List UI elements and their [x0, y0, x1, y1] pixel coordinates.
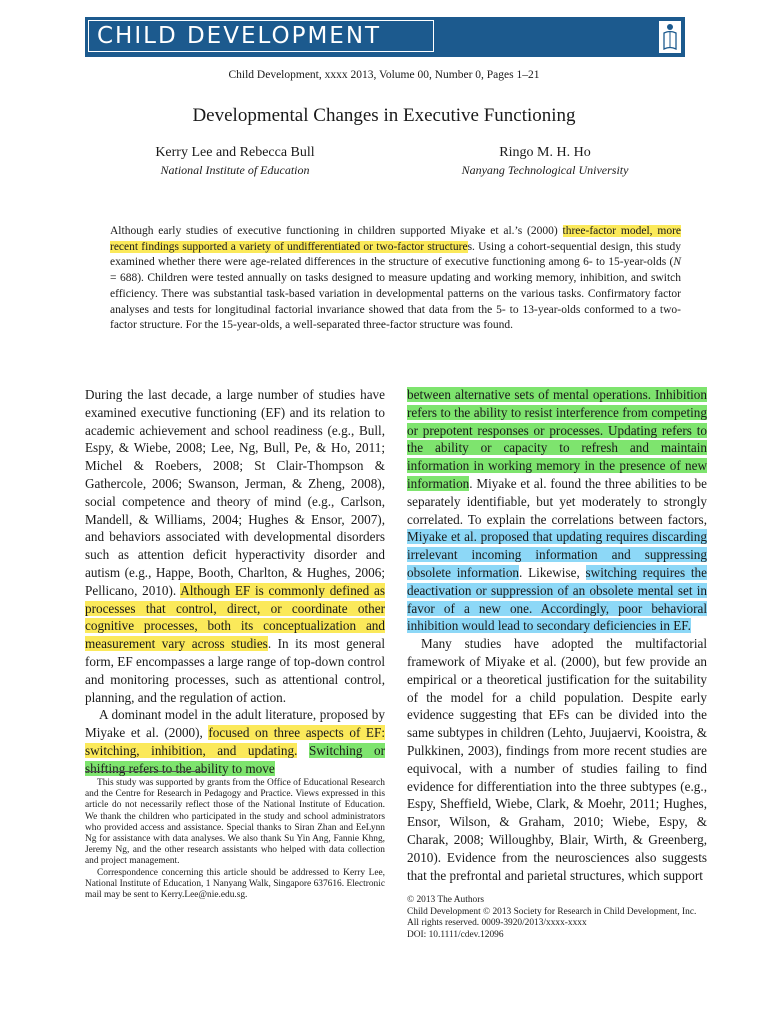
body-text: . In its most general form, EF encompasses a large range of top-down control and monitoring processes, such as attentional control, planning, and the regulation of action.: [85, 636, 385, 705]
abstract: [110, 224, 681, 334]
right-column: [407, 386, 707, 884]
copyright-line: All rights reserved. 0009-3920/2013/xxxx-xxxx: [407, 918, 587, 929]
body-text: . Likewise,: [519, 564, 586, 580]
body-text: A dominant model in the adult literature, proposed by Miyake et al. (2000),: [85, 707, 385, 741]
footnotes: [85, 778, 385, 901]
body-text: Many studies have adopted the multifactorial framework of Miyake et al. (2000), but few provide an empirical or a theoretical justification for the suitability of the model for a child population. Despite early evidence suggesting that EFs can be divided into the same subtypes in children (Lehto, Juujaervi, Kooistra, & Pulkkinen, 2003), findings from more recent studies are equivocal, with a number of studies failing to find evidence for differentiation into the three subtypes (e.g., Espy, Sheffield, Wiebe, Clark, & Moehr, 2011; Hughes, Ensor, Wilson, & Graham, 2010; Wiebe, Espy, & Charak, 2008; Willoughby, Blair, Wirth, & Greenberg, 2010). Evidence from the neurosciences also suggests that the prefrontal and parietal structures, which support: [407, 636, 707, 883]
highlight-yellow: three-factor model, more recent findings supported a variety of undifferentiated or two-factor structure: [110, 225, 681, 253]
copyright-line: © 2013 The Authors: [407, 895, 484, 905]
paragraph: [407, 635, 707, 884]
affiliation-1: National Institute of Education: [160, 163, 310, 177]
abstract-italic: N: [673, 256, 681, 269]
paragraph: [85, 386, 385, 706]
left-column: [85, 386, 385, 778]
running-head: Child Development, xxxx 2013, Volume 00, Number 0, Pages 1–21: [228, 69, 540, 81]
highlight-yellow: Although EF is commonly defined as processes that control, direct, or coordinate other cognitive processes, both its conceptualization and measurement vary across studies: [85, 582, 385, 652]
abstract-text: s. Using a cohort-sequential design, this study examined whether there were age-related differences in the structure of executive functioning among 6- to 15-year-olds (: [110, 240, 682, 269]
paragraph: [85, 706, 385, 777]
author-group-1: Kerry Lee and Rebecca Bull: [155, 145, 315, 160]
body-text: [297, 743, 309, 758]
abstract-text: = 688). Children were tested annually on tasks designed to measure updating and working memory, inhibition, and switch efficiency. There was substantial task-based variation in developmental patterns on the various tasks. Confirmatory factor analyses and tests for longitudinal factorial invariance showed that data from the 5- to 13-year-olds conformed to a two-factor structure. For the 15-year-olds, a well-separated three-factor structure was found.: [110, 272, 681, 332]
srcd-logo-icon: [659, 21, 681, 53]
highlight-yellow: focused on three aspects of EF: switching, inhibition, and updating.: [85, 725, 385, 758]
footnote-funding: This study was supported by grants from the Office of Educational Research and the Centre for Research in Pedagogy and Practice. Views expressed in this article do not necessarily reflect those of the National Institute of Education. We thank the children who participated in the study and school administrators who provided access and assistance. Special thanks to Siran Zhan and EeLynn Ng for assistance with data analyses. We also thank Su Yin Ang, Fannie Khng, Jeremy Ng, and the other research assistants who helped with data collection and project management.: [85, 778, 385, 867]
journal-banner: [85, 17, 685, 57]
copyright-line: Child Development © 2013 Society for Research in Child Development, Inc.: [407, 906, 697, 917]
highlight-blue: Miyake et al. proposed that updating requires discarding irrelevant incoming information and suppressing obsolete information: [407, 529, 707, 580]
author-group-2: Ringo M. H. Ho: [499, 145, 591, 160]
copyright-block: [407, 895, 717, 941]
body-text: . Miyake et al. found the three abilities to be separately identifiable, but yet moderately to strongly correlated. To explain the correlations between factors,: [407, 475, 707, 527]
body-text: During the last decade, a large number of studies have examined executive functioning (EF) and its relation to academic achievement and school readiness (e.g., Bull, Espy, & Wiebe, 2008; Lee, Ng, Bull, Pe, & Ho, 2011; Michel & Roebers, 2008; St Clair-Thompson & Gathercole, 2006; Swanson, Jerman, & Zheng, 2008), social competence and theory of mind (e.g., Carlson, Mandell, & Williams, 2004; Hughes & Ensor, 2007), and behaviors associated with developmental disorders such as attention deficit hyperactivity disorder and autism (e.g., Happe, Booth, Charlton, & Hughes, 2006; Pellicano, 2010).: [85, 387, 385, 598]
highlight-green: between alternative sets of mental operations. Inhibition refers to the ability to resist interference from competing or prepotent responses or processes. Updating refers to the ability or capacity to refresh and maintain information in working memory in the presence of new information: [407, 387, 707, 491]
footnote-divider: [85, 771, 205, 772]
highlight-blue: switching requires the deactivation or suppression of an obsolete mental set in favor of a new one. Accordingly, poor behavioral inhibition would lead to secondary deficiencies in EF.: [407, 564, 708, 634]
article-title: Developmental Changes in Executive Functioning: [192, 105, 576, 126]
abstract-text: Although early studies of executive functioning in children supported Miyake et al.’s (2000): [110, 225, 563, 237]
footnote-correspondence: Correspondence concerning this article should be addressed to Kerry Lee, National Institute of Education, 1 Nanyang Walk, Singapore 637616. Electronic mail may be sent to Kerry.Lee@nie.edu.sg.: [85, 867, 385, 901]
highlight-green: Switching or shifting refers to the ability to move: [85, 742, 385, 776]
doi: DOI: 10.1111/cdev.12096: [407, 929, 504, 940]
affiliation-2: Nanyang Technological University: [461, 163, 629, 177]
paragraph: [407, 386, 707, 635]
journal-name: CHILD DEVELOPMENT: [88, 20, 434, 52]
